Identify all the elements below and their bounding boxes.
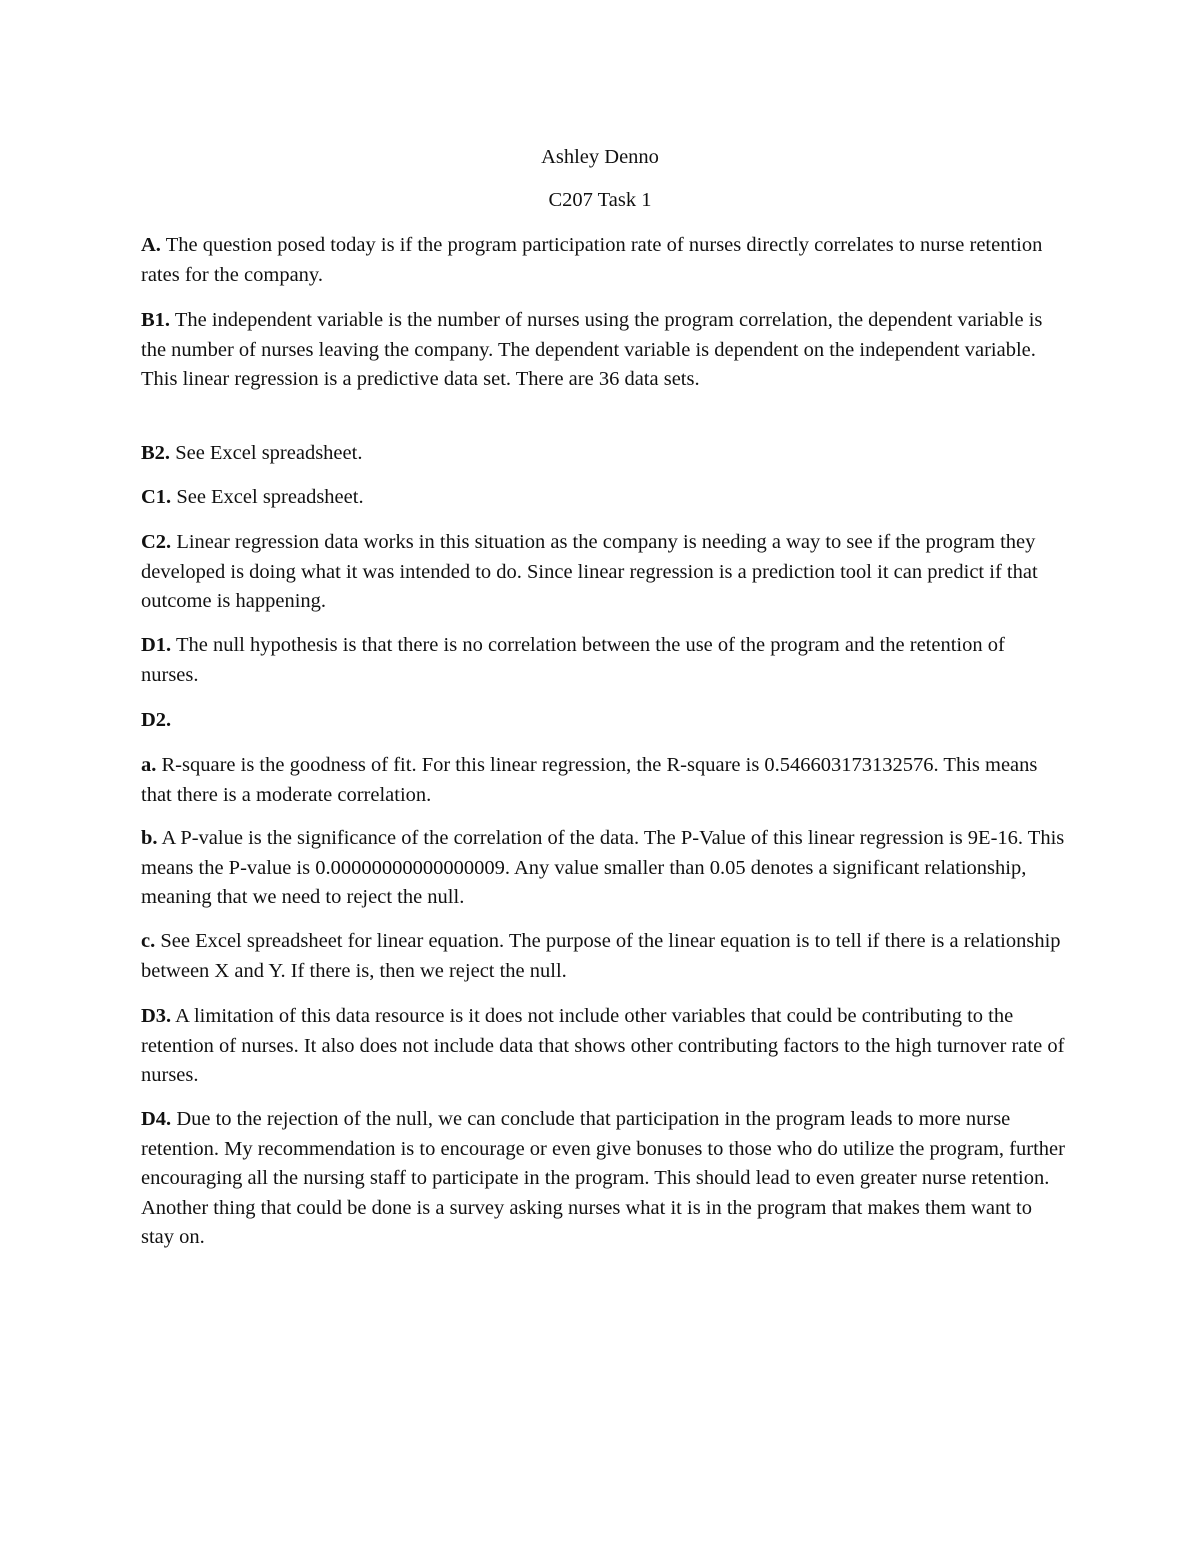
section-d2b-text: A P-value is the significance of the correlation of the data. The P-Value of this linear regression is 9E-16. This means the P-value is 0.00000000000000009. Any value smaller than 0.05 denotes a significant relationship, meaning that we need to reject the null. [141,827,1065,908]
section-c2-text: Linear regression data works in this situation as the company is needing a way to see if the program they developed is doing what it was intended to do. Since linear regression is a prediction tool it can predict if that outcome is happening. [141,531,1038,612]
section-d1-label: D1. [141,634,172,656]
section-b1-text: The independent variable is the number of nurses using the program correlation, the dependent variable is the number of nurses leaving the company. The dependent variable is dependent on the independent variable. This linear regression is a predictive data set. There are 36 data sets. [141,309,1043,390]
section-c1-text: See Excel spreadsheet. [171,486,364,508]
section-d2a [141,751,1066,810]
section-d2b-label: b. [141,827,158,849]
section-d2a-label: a. [141,754,157,776]
section-d2c-label: c. [141,930,156,952]
task-title: C207 Task 1 [548,189,652,211]
section-d2c [141,927,1066,986]
section-c1 [141,483,1066,513]
section-b1 [141,306,1066,395]
section-d1-text: The null hypothesis is that there is no correlation between the use of the program and the retention of nurses. [141,634,1005,686]
section-d3-label: D3. [141,1005,172,1027]
section-d2b [141,824,1066,913]
section-a-label: A. [141,234,161,256]
section-d4-text: Due to the rejection of the null, we can conclude that participation in the program leads to more nurse retention. My recommendation is to encourage or even give bonuses to those who do utilize the program, further encouraging all the nursing staff to participate in the program. This should lead to even greater nurse retention. Another thing that could be done is a survey asking nurses what it is in the program that makes them want to stay on. [141,1108,1065,1248]
section-b1-label: B1. [141,309,171,331]
section-b2-label: B2. [141,442,171,464]
section-a-text: The question posed today is if the program participation rate of nurses directly correlates to nurse retention rates for the company. [141,234,1043,286]
section-c2-label: C2. [141,531,172,553]
section-d4 [141,1105,1066,1253]
section-b2-text: See Excel spreadsheet. [170,442,363,464]
section-d3-text: A limitation of this data resource is it does not include other variables that could be contributing to the retention of nurses. It also does not include data that shows other contributing factors to the high turnover rate of nurses. [141,1005,1065,1086]
section-d4-label: D4. [141,1108,172,1130]
section-d2 [141,706,1066,736]
section-a [141,231,1066,290]
section-b2 [141,439,1066,469]
section-d2-label: D2. [141,709,172,731]
section-d2a-text: R-square is the goodness of fit. For this linear regression, the R-square is 0.546603173132576. This means that there is a moderate correlation. [141,754,1038,806]
author-name: Ashley Denno [541,146,659,168]
section-c2 [141,528,1066,617]
section-d1 [141,631,1066,690]
section-d3 [141,1002,1066,1091]
section-d2c-text: See Excel spreadsheet for linear equation. The purpose of the linear equation is to tell if there is a relationship between X and Y. If there is, then we reject the null. [141,930,1061,982]
section-c1-label: C1. [141,486,172,508]
